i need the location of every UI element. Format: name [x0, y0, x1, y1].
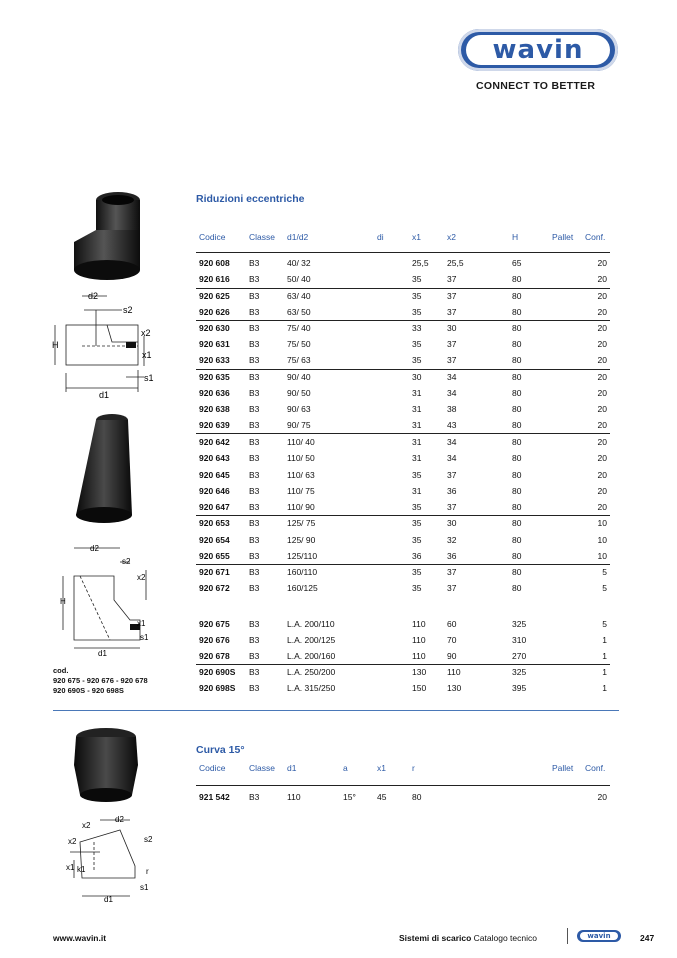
cell-codice: 920 639 [199, 420, 230, 430]
table-cell: 80 [512, 453, 522, 463]
header2-x1: x1 [377, 763, 386, 773]
label-H: H [52, 340, 59, 350]
cell-conf: 20 [597, 258, 607, 268]
cell-conf: 5 [602, 619, 607, 629]
cell-conf: 20 [597, 355, 607, 365]
long-reducer-technical-drawing [60, 540, 160, 658]
cell-conf: 20 [597, 323, 607, 333]
header-x2: x2 [447, 232, 456, 242]
table-cell: 36 [447, 551, 457, 561]
wavin-logo [458, 29, 618, 71]
page-number: 247 [640, 933, 655, 943]
table-cell: B3 [249, 535, 260, 545]
tagline: CONNECT TO BETTER [476, 80, 596, 92]
table-cell: 160/110 [287, 567, 318, 577]
table-cell: 35 [412, 307, 422, 317]
table-cell: 80 [512, 535, 522, 545]
footer-logo: wavin [577, 930, 621, 942]
cell-codice: 920 647 [199, 502, 230, 512]
header-conf-: Conf. [585, 232, 606, 242]
section-divider [53, 710, 619, 711]
label-d1: d1 [99, 390, 110, 398]
cell-conf: 20 [597, 404, 607, 414]
table-cell: 110 [412, 651, 426, 661]
table-cell: B3 [249, 307, 260, 317]
label-s2-3: s2 [144, 835, 153, 844]
cell-codice: 920 646 [199, 486, 230, 496]
table-cell: 36 [447, 486, 457, 496]
cell-codice: 920 630 [199, 323, 230, 333]
cell-codice: 920 678 [199, 651, 230, 661]
table-cell: B3 [249, 470, 260, 480]
table-cell: 160/125 [287, 583, 318, 593]
cell-conf: 20 [597, 339, 607, 349]
table-cell: 110 [287, 792, 301, 802]
label-x1-2: x1 [137, 619, 146, 628]
table-cell: 25,5 [447, 258, 464, 268]
table-cell: 36 [412, 551, 422, 561]
table-cell: 30 [412, 372, 422, 382]
table-cell: 110/ 50 [287, 453, 315, 463]
header2-pallet: Pallet [552, 763, 574, 773]
table-cell: 37 [447, 470, 457, 480]
cell-codice: 920 626 [199, 307, 230, 317]
label-x2-3b: x2 [68, 837, 77, 846]
cell-conf: 20 [597, 486, 607, 496]
cell-codice: 920 631 [199, 339, 230, 349]
footer-title: Sistemi di scarico Catalogo tecnico [399, 933, 537, 943]
header2-codice: Codice [199, 763, 226, 773]
table-cell: B3 [249, 372, 260, 382]
cell-conf: 20 [597, 291, 607, 301]
table-cell: 31 [412, 420, 422, 430]
cell-conf: 1 [602, 683, 607, 693]
header-rule [196, 252, 610, 253]
header-x1: x1 [412, 232, 421, 242]
cell-conf: 10 [597, 535, 607, 545]
cell-codice: 920 635 [199, 372, 230, 382]
table-cell: 34 [447, 372, 457, 382]
table-cell: B3 [249, 355, 260, 365]
table-cell: 125/ 90 [287, 535, 316, 545]
table-cell: 35 [412, 339, 422, 349]
table-cell: 45 [377, 792, 387, 802]
group-rule [196, 433, 610, 434]
table-cell: L.A. 200/160 [287, 651, 336, 661]
table-cell: B3 [249, 274, 260, 284]
cell-conf: 20 [597, 502, 607, 512]
header2-conf-: Conf. [585, 763, 606, 773]
cell-conf: 20 [597, 307, 607, 317]
table-cell: 35 [412, 535, 422, 545]
table-cell: 31 [412, 388, 422, 398]
table-cell: 37 [447, 583, 457, 593]
cell-conf: 1 [602, 635, 607, 645]
group-rule [196, 320, 610, 321]
cell-codice: 920 642 [199, 437, 230, 447]
label-d2-2: d2 [90, 544, 99, 553]
table-cell: 75/ 50 [287, 339, 311, 349]
table-cell: 33 [412, 323, 422, 333]
header-pallet: Pallet [552, 232, 574, 242]
table-cell: 80 [512, 567, 522, 577]
table-cell: B3 [249, 291, 260, 301]
table-cell: 130 [447, 683, 462, 693]
cell-conf: 20 [597, 470, 607, 480]
label-x2-2: x2 [137, 573, 146, 582]
table-cell: 110/ 75 [287, 486, 315, 496]
table-cell: 90/ 75 [287, 420, 311, 430]
table-cell: 80 [512, 420, 522, 430]
cell-conf: 1 [602, 667, 607, 677]
footer-url[interactable]: www.wavin.it [53, 933, 107, 943]
table-cell: 60 [447, 619, 457, 629]
table-cell: B3 [249, 437, 260, 447]
group-rule [196, 564, 610, 565]
cell-conf: 20 [597, 372, 607, 382]
table-cell: 31 [412, 486, 422, 496]
table-cell: B3 [249, 667, 260, 677]
table-cell: 37 [447, 291, 457, 301]
cell-codice: 920 608 [199, 258, 230, 268]
cell-codice: 920 616 [199, 274, 230, 284]
group-rule [196, 369, 610, 370]
table-cell: 31 [412, 437, 422, 447]
table-cell: 35 [412, 518, 422, 528]
table-cell: 35 [412, 470, 422, 480]
cell-codice: 920 671 [199, 567, 230, 577]
table-cell: 63/ 50 [287, 307, 311, 317]
table-cell: 35 [412, 502, 422, 512]
label-d1-2: d1 [98, 649, 107, 658]
cell-conf: 20 [597, 274, 607, 284]
table-cell: 35 [412, 274, 422, 284]
eccentric-reducer-long-photo [70, 410, 140, 530]
table-cell: 270 [512, 651, 527, 661]
cell-codice: 920 645 [199, 470, 230, 480]
label-k1: k1 [77, 865, 86, 874]
label-x2-3: x2 [82, 821, 91, 830]
reducer-technical-drawing [52, 288, 162, 398]
cell-conf: 10 [597, 551, 607, 561]
table-cell: 150 [412, 683, 427, 693]
table-cell: 25,5 [412, 258, 429, 268]
table-cell: B3 [249, 619, 260, 629]
cell-conf: 1 [602, 651, 607, 661]
cell-codice: 920 690S [199, 667, 236, 677]
cell-codice: 920 698S [199, 683, 236, 693]
table-cell: 35 [412, 583, 422, 593]
label-x1: x1 [142, 350, 152, 360]
table-cell: 31 [412, 453, 422, 463]
table-cell: 90/ 63 [287, 404, 311, 414]
table-cell: 37 [447, 307, 457, 317]
cell-codice: 921 542 [199, 792, 230, 802]
table-cell: 80 [412, 792, 422, 802]
label-s1: s1 [144, 373, 154, 383]
table-cell: 80 [512, 372, 522, 382]
table-cell: L.A. 200/110 [287, 619, 335, 629]
label-x2: x2 [141, 328, 151, 338]
cell-conf: 5 [602, 583, 607, 593]
cell-codice: 920 643 [199, 453, 230, 463]
table-cell: 15° [343, 792, 356, 802]
footer-separator [567, 928, 568, 944]
group-rule [196, 288, 610, 289]
cell-codice: 920 675 [199, 619, 230, 629]
table-cell: B3 [249, 567, 260, 577]
table-cell: 325 [512, 667, 527, 677]
cell-codice: 920 638 [199, 404, 230, 414]
table-cell: 80 [512, 291, 522, 301]
section-title-riduzioni: Riduzioni eccentriche [196, 193, 305, 205]
table-cell: L.A. 200/125 [287, 635, 336, 645]
cell-conf: 20 [597, 437, 607, 447]
cell-codice: 920 625 [199, 291, 230, 301]
table-cell: 38 [447, 404, 457, 414]
table-cell: 43 [447, 420, 457, 430]
table-cell: 70 [447, 635, 457, 645]
label-r: r [146, 867, 149, 876]
table-cell: 37 [447, 339, 457, 349]
header-classe: Classe [249, 232, 275, 242]
table-cell: B3 [249, 551, 260, 561]
table-cell: B3 [249, 420, 260, 430]
table-cell: 395 [512, 683, 527, 693]
table-cell: 75/ 40 [287, 323, 311, 333]
cell-conf: 20 [597, 388, 607, 398]
label-d1-3: d1 [104, 895, 113, 904]
table-cell: 110 [447, 667, 461, 677]
table-cell: B3 [249, 651, 260, 661]
table-cell: 34 [447, 453, 457, 463]
cell-conf: 20 [597, 792, 607, 802]
table-cell: 65 [512, 258, 522, 268]
eccentric-reducer-photo [60, 190, 150, 282]
header-di: di [377, 232, 384, 242]
table-cell: 310 [512, 635, 527, 645]
cell-codice: 920 655 [199, 551, 230, 561]
table-cell: 37 [447, 502, 457, 512]
cod-note: cod. 920 675 - 920 676 - 920 678 920 690S - 920 698S [53, 666, 148, 695]
cell-codice: 920 676 [199, 635, 230, 645]
cell-codice: 920 653 [199, 518, 230, 528]
table-cell: 31 [412, 404, 422, 414]
cell-codice: 920 672 [199, 583, 230, 593]
header-h: H [512, 232, 519, 242]
table-cell: B3 [249, 339, 260, 349]
table-cell: 110 [412, 619, 426, 629]
table-cell: 32 [447, 535, 457, 545]
cell-codice: 920 633 [199, 355, 230, 365]
cell-conf: 5 [602, 567, 607, 577]
label-H-2: H [60, 597, 66, 606]
label-s2-2: s2 [122, 557, 131, 566]
header2-classe: Classe [249, 763, 275, 773]
table-cell: B3 [249, 323, 260, 333]
header2-a: a [343, 763, 348, 773]
bend-technical-drawing [60, 812, 160, 904]
table-cell: 30 [447, 518, 457, 528]
table-cell: B3 [249, 792, 260, 802]
table-cell: 35 [412, 567, 422, 577]
table-cell: 80 [512, 470, 522, 480]
table-cell: L.A. 250/200 [287, 667, 336, 677]
table-cell: B3 [249, 518, 260, 528]
table-cell: 40/ 32 [287, 258, 311, 268]
header-d1-d2: d1/d2 [287, 232, 309, 242]
label-d2: d2 [88, 291, 99, 301]
cell-codice: 920 654 [199, 535, 230, 545]
table-cell: B3 [249, 258, 260, 268]
table-cell: 34 [447, 437, 457, 447]
cell-codice: 920 636 [199, 388, 230, 398]
table-cell: 80 [512, 518, 522, 528]
table-cell: 80 [512, 388, 522, 398]
table-cell: 80 [512, 583, 522, 593]
cell-conf: 20 [597, 453, 607, 463]
table-cell: B3 [249, 583, 260, 593]
table-cell: 80 [512, 307, 522, 317]
table-cell: 37 [447, 355, 457, 365]
cell-conf: 20 [597, 420, 607, 430]
table-cell: 325 [512, 619, 527, 629]
table-cell: B3 [249, 486, 260, 496]
bend-15-photo [62, 725, 152, 805]
table-cell: 35 [412, 355, 422, 365]
header2-r: r [412, 763, 415, 773]
table-cell: L.A. 315/250 [287, 683, 336, 693]
table-cell: B3 [249, 683, 260, 693]
table-cell: 80 [512, 437, 522, 447]
table-cell: 80 [512, 339, 522, 349]
header-codice: Codice [199, 232, 226, 242]
table-cell: 125/110 [287, 551, 318, 561]
table-cell: 110/ 90 [287, 502, 315, 512]
table-cell: 80 [512, 355, 522, 365]
group-rule [196, 664, 610, 665]
table-cell: 50/ 40 [287, 274, 311, 284]
table-cell: 35 [412, 291, 422, 301]
table-cell: B3 [249, 388, 260, 398]
table-cell: 75/ 63 [287, 355, 311, 365]
table-cell: 80 [512, 404, 522, 414]
table-cell: 125/ 75 [287, 518, 316, 528]
label-d2-3: d2 [115, 815, 124, 824]
table-cell: 130 [412, 667, 427, 677]
table-cell: B3 [249, 635, 260, 645]
table-cell: 80 [512, 551, 522, 561]
table-cell: 37 [447, 274, 457, 284]
label-s2: s2 [123, 305, 133, 315]
label-x1-3: x1 [66, 863, 75, 872]
table-cell: 34 [447, 388, 457, 398]
table-cell: 90 [447, 651, 457, 661]
group-rule [196, 515, 610, 516]
table-cell: 63/ 40 [287, 291, 311, 301]
table-cell: 80 [512, 274, 522, 284]
table-cell: 37 [447, 567, 457, 577]
table-cell: 110/ 63 [287, 470, 315, 480]
table-cell: 110/ 40 [287, 437, 315, 447]
table-cell: B3 [249, 502, 260, 512]
label-s1-3: s1 [140, 883, 149, 892]
table-cell: 90/ 50 [287, 388, 311, 398]
table-cell: B3 [249, 404, 260, 414]
logo-text: wavin [492, 35, 584, 65]
table-cell: 110 [412, 635, 426, 645]
table-cell: 30 [447, 323, 457, 333]
cell-conf: 10 [597, 518, 607, 528]
section-title-curva: Curva 15° [196, 744, 245, 756]
table-cell: 90/ 40 [287, 372, 311, 382]
label-s1-2: s1 [140, 633, 149, 642]
header2-d1: d1 [287, 763, 297, 773]
table-cell: 80 [512, 323, 522, 333]
table-cell: B3 [249, 453, 260, 463]
header2-rule [196, 785, 610, 786]
table-cell: 80 [512, 502, 522, 512]
table-cell: 80 [512, 486, 522, 496]
